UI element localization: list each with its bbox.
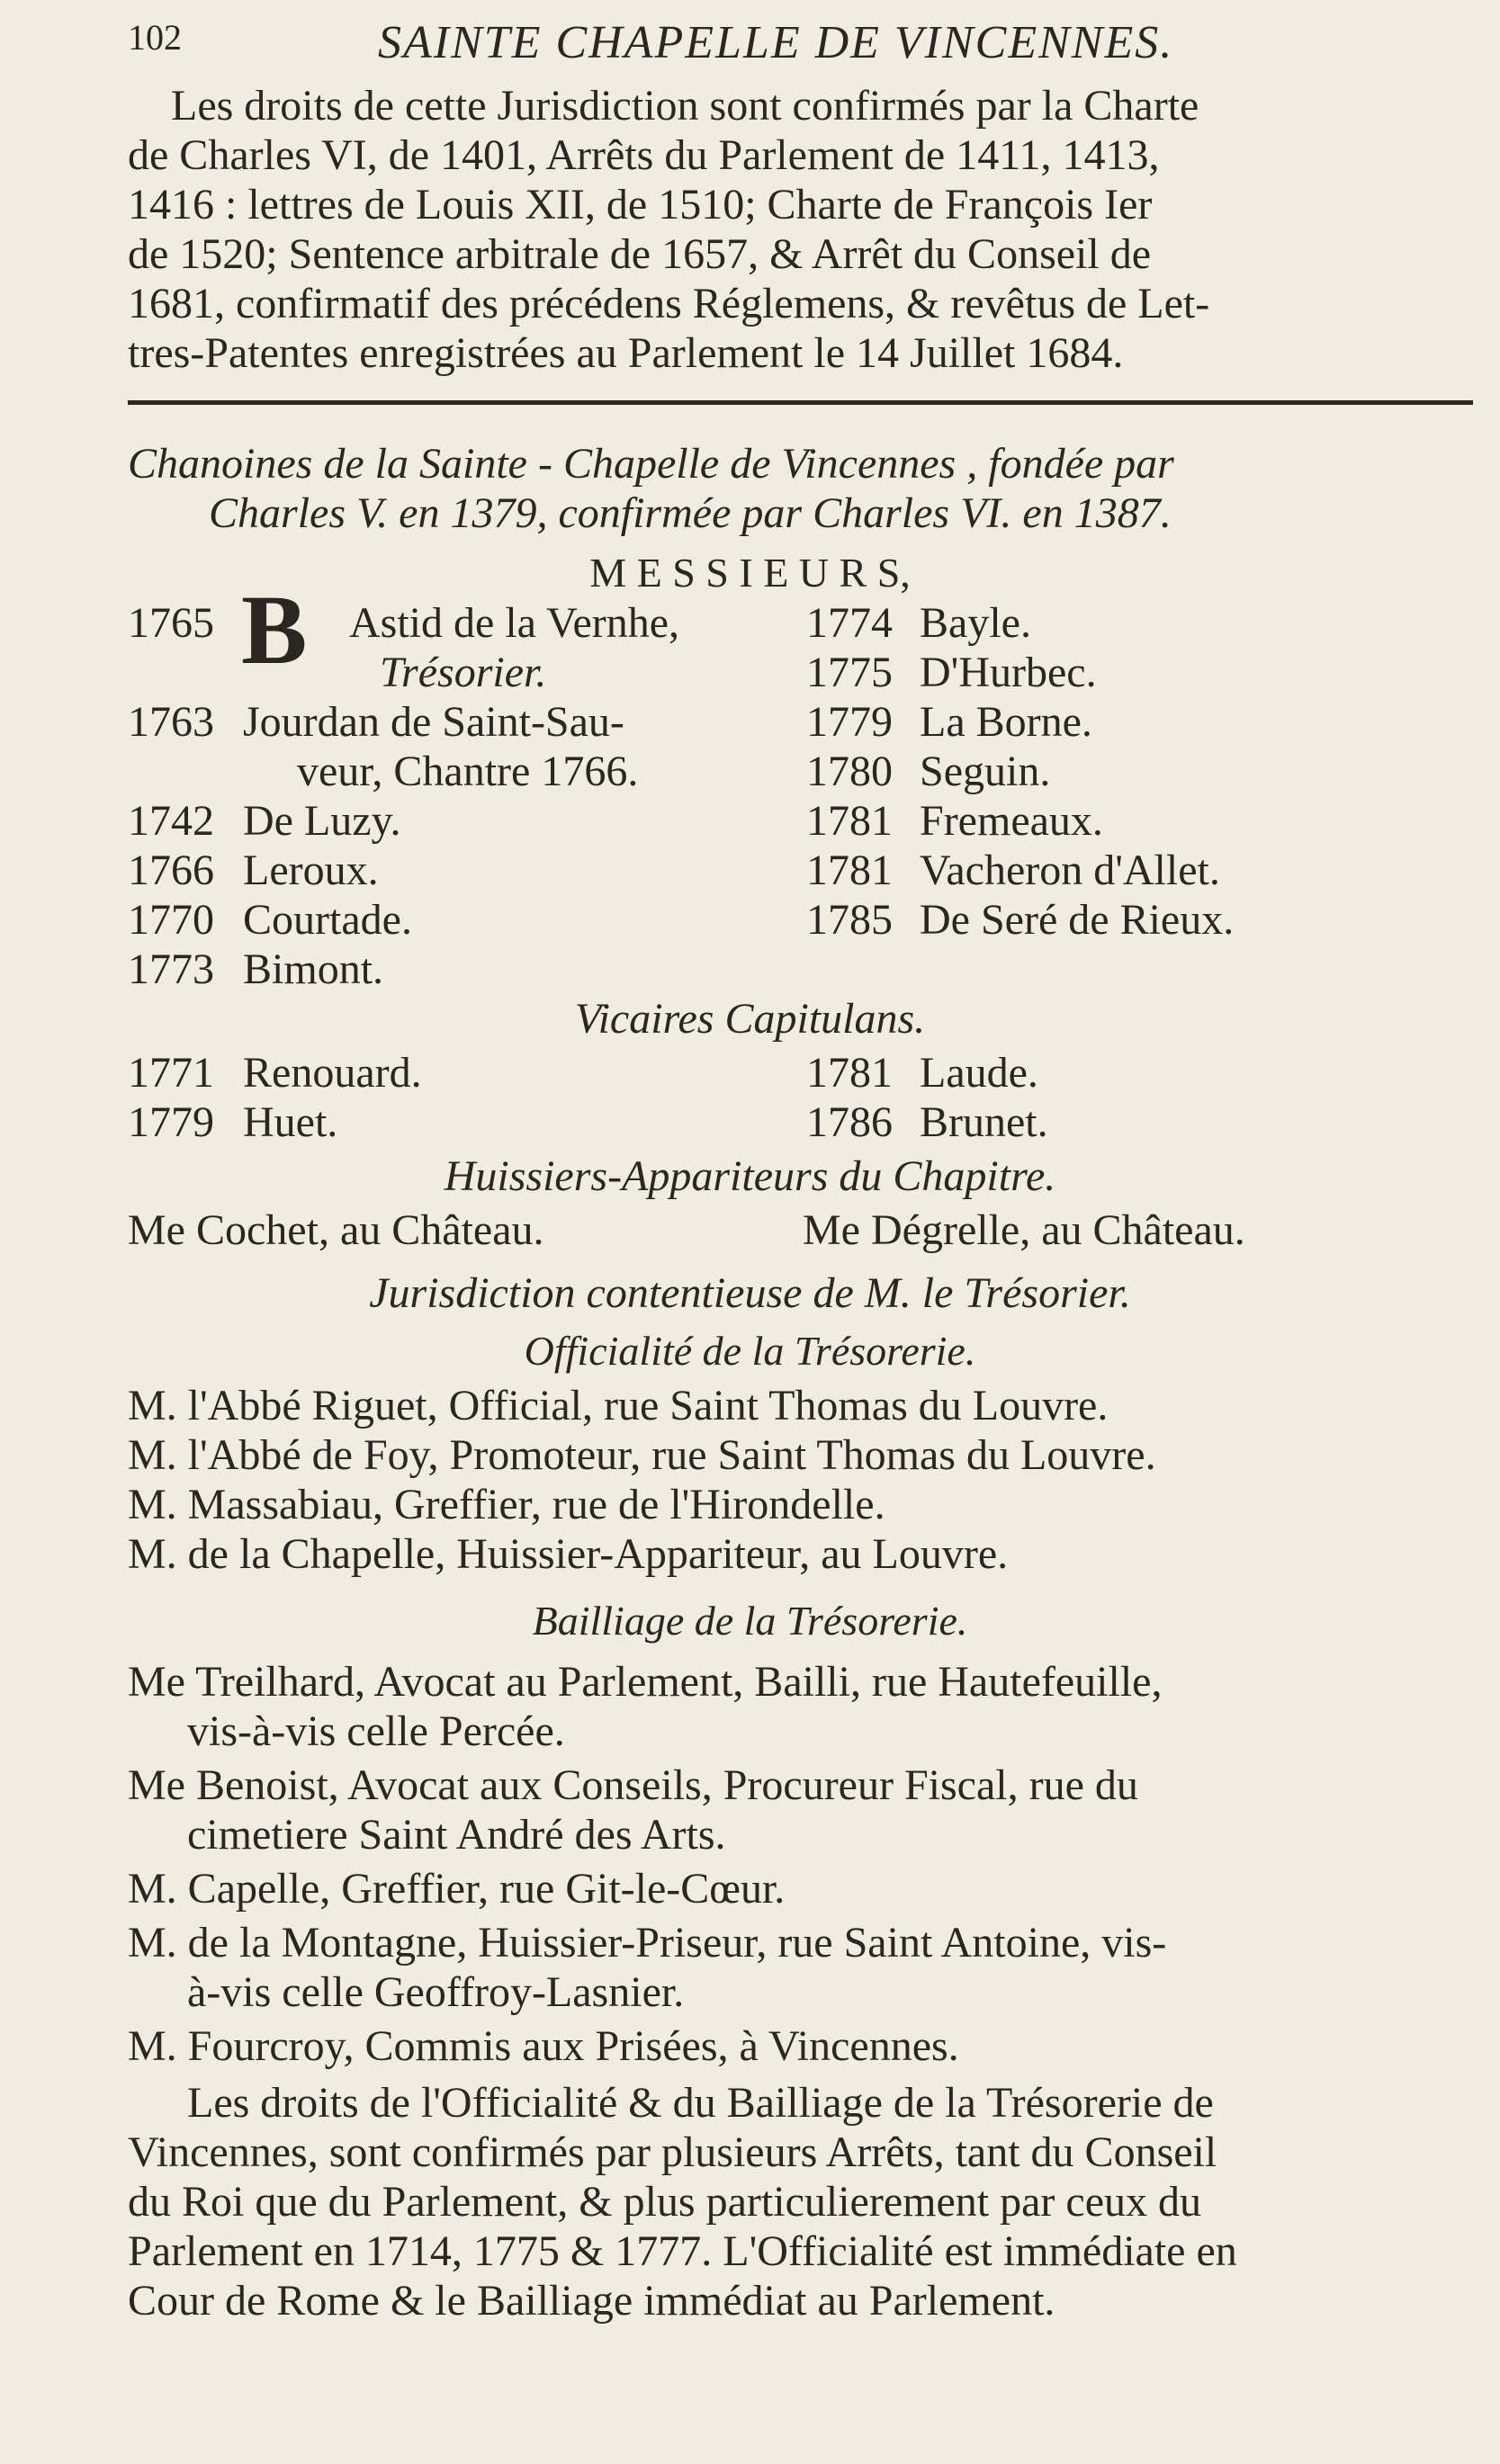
bailliage-line: Me Benoist, Avocat aux Conseils, Procureur Fiscal, rue du	[128, 1761, 1138, 1809]
closing-line: Cour de Rome & le Bailliage immédiat au Parlement.	[128, 2277, 1055, 2325]
huissier-right: Me Dégrelle, au Château.	[803, 1206, 1245, 1254]
bailliage-line: à-vis celle Geoffroy-Lasnier.	[187, 1968, 685, 2016]
bailliage-line: Me Treilhard, Avocat au Parlement, Bailli, rue Hautefeuille,	[128, 1658, 1163, 1706]
bailliage-heading: Bailliage de la Trésorerie.	[532, 1598, 968, 1644]
vicaire-name: Laude.	[920, 1049, 1038, 1097]
canon-year: 1775	[806, 649, 893, 696]
intro-line: tres-Patentes enregistrées au Parlement le 14 Juillet 1684.	[128, 329, 1124, 377]
bailliage-line: vis-à-vis celle Percée.	[187, 1707, 565, 1755]
canon-name: Seguin.	[920, 748, 1051, 795]
huissier-left: Me Cochet, au Château.	[128, 1206, 544, 1254]
page-number: 102	[128, 17, 182, 58]
officialite-line: M. l'Abbé de Foy, Promoteur, rue Saint Thomas du Louvre.	[128, 1431, 1156, 1479]
running-head	[0, 16, 1500, 70]
section-title-line: Chanoines de la Sainte - Chapelle de Vincennes , fondée par	[128, 440, 1174, 488]
canon-name: Bayle.	[920, 599, 1031, 647]
closing-line: Les droits de l'Officialité & du Bailliage de la Trésorerie de	[187, 2079, 1214, 2127]
jurisdiction-heading: Jurisdiction contentieuse de M. le Trésorier.	[369, 1269, 1131, 1317]
officialite-heading: Officialité de la Trésorerie.	[524, 1328, 976, 1374]
vicaire-name: Brunet.	[920, 1098, 1048, 1146]
canon-year: 1763	[128, 698, 214, 746]
canon-name: La Borne.	[920, 698, 1092, 746]
canon-name: Vacheron d'Allet.	[920, 847, 1220, 894]
canon-year: 1785	[806, 896, 893, 944]
canon-name: D'Hurbec.	[920, 649, 1097, 696]
canon-name: De Seré de Rieux.	[920, 896, 1235, 944]
canon-name: De Luzy.	[243, 797, 401, 845]
huissiers-heading: Huissiers-Appariteurs du Chapitre.	[444, 1152, 1056, 1200]
canon-name: Bimont.	[243, 945, 384, 993]
canon-name: veur, Chantre 1766.	[297, 748, 639, 795]
vicaire-year: 1779	[128, 1098, 214, 1146]
vicaires-heading: Vicaires Capitulans.	[574, 995, 926, 1043]
intro-line: Les droits de cette Jurisdiction sont confirmés par la Charte	[171, 82, 1199, 130]
intro-line: de 1520; Sentence arbitrale de 1657, & Arrêt du Conseil de	[128, 230, 1152, 278]
canon-name: Courtade.	[243, 896, 412, 944]
closing-line: du Roi que du Parlement, & plus particulierement par ceux du	[128, 2178, 1202, 2226]
canon-year: 1770	[128, 896, 214, 944]
intro-line: 1681, confirmatif des précédens Réglemens, & revêtus de Let-	[128, 280, 1210, 327]
section-title-line: Charles V. en 1379, confirmée par Charles VI. en 1387.	[209, 489, 1172, 537]
bailliage-line: cimetiere Saint André des Arts.	[187, 1811, 726, 1859]
canon-year: 1781	[806, 847, 893, 894]
intro-line: 1416 : lettres de Louis XII, de 1510; Charte de François Ier	[128, 181, 1153, 228]
canon-year: 1780	[806, 748, 893, 795]
officialite-line: M. de la Chapelle, Huissier-Appariteur, au Louvre.	[128, 1530, 1009, 1578]
canon-year: 1779	[806, 698, 893, 746]
vicaire-year: 1786	[806, 1098, 893, 1146]
vicaire-year: 1781	[806, 1049, 893, 1097]
canon-name: Leroux.	[243, 847, 379, 894]
canon-year: 1774	[806, 599, 893, 647]
messieurs-heading: M E S S I E U R S,	[589, 550, 911, 596]
drop-cap: B	[241, 575, 308, 685]
bailliage-line: M. Fourcroy, Commis aux Prisées, à Vincennes.	[128, 2022, 959, 2070]
canon-name: Jourdan de Saint-Sau-	[243, 698, 624, 746]
vicaire-name: Huet.	[243, 1098, 338, 1146]
canon-year: 1781	[806, 797, 893, 845]
closing-line: Parlement en 1714, 1775 & 1777. L'Officialité est immédiate en	[128, 2227, 1237, 2275]
canon-year: 1765	[128, 599, 214, 647]
canon-name: Astid de la Vernhe,	[349, 599, 680, 647]
officialite-line: M. l'Abbé Riguet, Official, rue Saint Thomas du Louvre.	[128, 1382, 1109, 1429]
canon-year: 1773	[128, 945, 214, 993]
vicaire-year: 1771	[128, 1049, 214, 1097]
canon-year: 1742	[128, 797, 214, 845]
section-rule	[128, 400, 1473, 405]
officialite-line: M. Massabiau, Greffier, rue de l'Hirondelle.	[128, 1481, 885, 1528]
intro-line: de Charles VI, de 1401, Arrêts du Parlement de 1411, 1413,	[128, 131, 1160, 179]
bailliage-line: M. Capelle, Greffier, rue Git-le-Cœur.	[128, 1865, 786, 1913]
bailliage-line: M. de la Montagne, Huissier-Priseur, rue Saint Antoine, vis-	[128, 1919, 1167, 1967]
vicaire-name: Renouard.	[243, 1049, 422, 1097]
closing-line: Vincennes, sont confirmés par plusieurs Arrêts, tant du Conseil	[128, 2128, 1217, 2176]
canon-name: Fremeaux.	[920, 797, 1103, 845]
canon-year: 1766	[128, 847, 214, 894]
running-title: SAINTE CHAPELLE DE VINCENNES.	[378, 17, 1174, 68]
canon-title: Trésorier.	[380, 649, 547, 696]
